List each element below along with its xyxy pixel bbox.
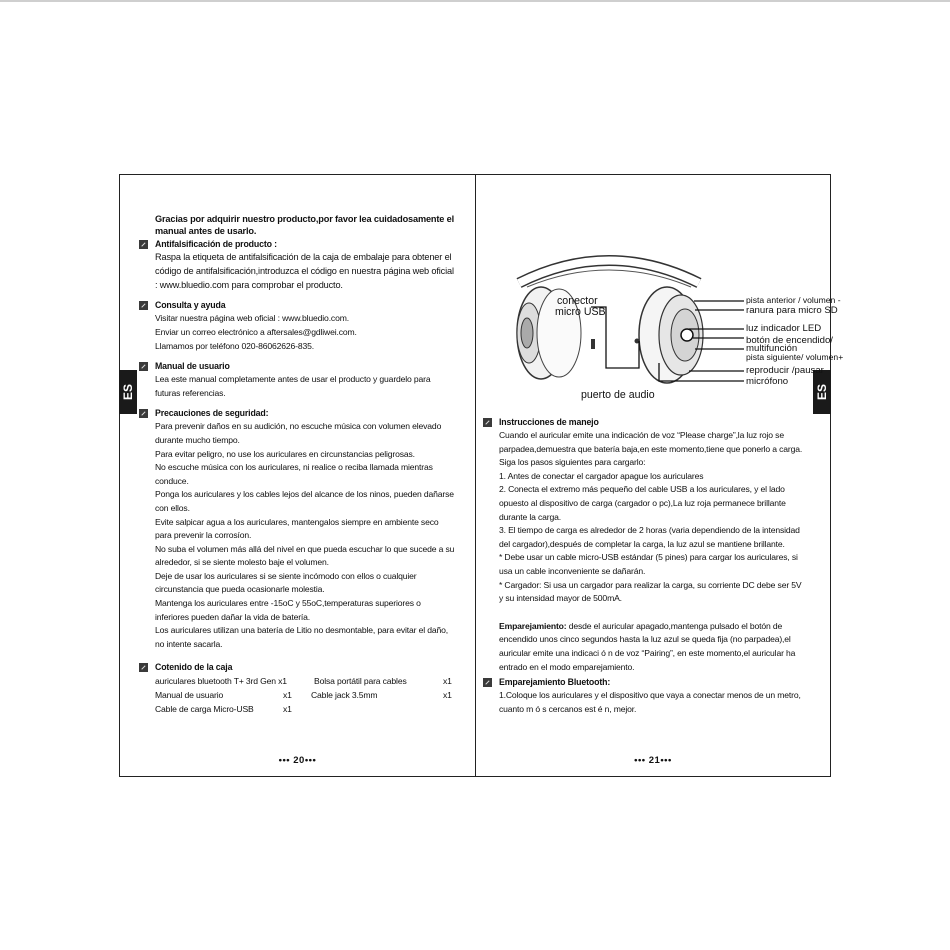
- label-sd-slot: ranura para micro SD: [746, 305, 838, 316]
- paragraph: Para evitar peligro, no use los auriculares en circunstancias peligrosas.: [155, 448, 415, 459]
- pairing-paragraph: [499, 620, 804, 674]
- label-prev-track: pista anterior / volumen -: [746, 295, 841, 305]
- contents-qty: x1: [283, 690, 292, 701]
- paragraph: Llamamos por teléfono 020-86062626-835.: [155, 340, 314, 351]
- paragraph: 2. Conecta el extremo más pequeño del cable USB a los auriculares, y el lado opuesto al dispositivo de carga (cargador o pc),La luz roja permanece brillante durante la carga.: [499, 484, 786, 522]
- section-bullet-icon: [483, 418, 492, 427]
- contents-item: Cable jack 3.5mm: [311, 690, 378, 701]
- section-heading: Instrucciones de manejo: [499, 417, 599, 427]
- section-bullet-icon: [139, 362, 148, 371]
- label-micro-usb: micro USB: [555, 306, 606, 318]
- right-page-content: [499, 416, 804, 716]
- page-number-right: ••• 21•••: [634, 755, 672, 766]
- contents-qty: x1: [443, 676, 452, 687]
- left-page: [120, 175, 476, 776]
- label-connector: conector: [557, 295, 598, 307]
- language-tab-right: ES: [813, 370, 831, 414]
- pairing-label: Emparejamiento:: [499, 620, 567, 631]
- paragraph: Mantenga los auriculares entre -15oC y 55oC,temperaturas superiores o inferiores pueden dañar la vida de batería.: [155, 598, 421, 622]
- language-tab-left: ES: [119, 370, 137, 414]
- headphone-diagram: [499, 243, 844, 403]
- pairing-text: desde el auricular apagado,mantenga pulsado el botón de encendido unos cinco segundos hasta la luz azul se queda fija (no parpadea),el auricular emite una indicaci ó n de voz “Pairing”, en este momento,el auricular ha entrado en el modo emparejamiento.: [499, 620, 796, 672]
- section-bluetooth-pairing: [499, 676, 804, 716]
- contents-item: auriculares bluetooth T+ 3rd Gen x1: [155, 676, 287, 687]
- intro-text: Gracias por adquirir nuestro producto,por favor lea cuidadosamente el manual antes de usarlo.: [155, 214, 455, 236]
- paragraph: Visitar nuestra página web oficial : www.bluedio.com.: [155, 313, 349, 324]
- section-user-manual: [155, 360, 455, 400]
- section-heading: Emparejamiento Bluetooth:: [499, 677, 611, 688]
- paragraph: * Debe usar un cable micro-USB estándar (5 pines) para cargar los auriculares, si usa un cable inconveniente se dañarán.: [499, 552, 798, 576]
- section-anti-counterfeit: [155, 238, 455, 292]
- contents-row: [155, 689, 455, 703]
- paragraph: 3. El tiempo de carga es alrededor de 2 horas (varia dependiendo de la intensidad del cargador),después de completar la carga, la luz azul se mantiene brillante.: [499, 525, 800, 549]
- contents-qty: x1: [283, 703, 292, 714]
- paragraph: Los auriculares utilizan una batería de Litio no desmontable, para evitar el daño, no intente sacarla.: [155, 625, 448, 649]
- section-support: [155, 299, 455, 353]
- section-bullet-icon: [139, 663, 148, 672]
- label-led: luz indicador LED: [746, 323, 822, 334]
- top-border-line: [0, 0, 950, 2]
- contents-item: Bolsa portátil para cables: [314, 676, 407, 687]
- paragraph: No escuche música con los auriculares, ni realice o reciba llamada mientras conduce.: [155, 462, 433, 486]
- section-instructions: [499, 416, 804, 674]
- section-heading: Precauciones de seguridad:: [155, 408, 269, 419]
- paragraph: Raspa la etiqueta de antifalsificación de la caja de embalaje para obtener el código de antifalsificación,introduzca el código en nuestra página web oficial : www.bluedio.com para comprobar el producto.: [155, 252, 454, 290]
- left-page-content: [155, 213, 455, 716]
- label-power: botón de encendido/: [746, 335, 833, 346]
- section-heading: Consulta y ayuda: [155, 300, 226, 311]
- paragraph: Evite salpicar agua a los auriculares, mantengalos siempre en ambiente seco para prevenir la corrosíon.: [155, 516, 439, 541]
- section-safety: [155, 407, 455, 651]
- page-number-left: ••• 20•••: [278, 755, 317, 766]
- label-multifunction: multifunción: [746, 343, 798, 354]
- section-heading: Antifalsificación de producto :: [155, 239, 277, 249]
- paragraph: No suba el volumen más allá del nivel en que pueda escuchar lo que sucede a su alrededor, si se siente molesto baje el volumen.: [155, 543, 455, 568]
- section-box-contents: [155, 661, 455, 716]
- label-microphone: micrófono: [746, 376, 789, 387]
- paragraph: Siga los pasos siguientes para cargarlo:: [499, 457, 646, 468]
- section-heading: Manual de usuario: [155, 361, 230, 372]
- right-page: [476, 175, 844, 776]
- label-next-track: pista siguiente/ volumen+: [746, 352, 844, 362]
- section-bullet-icon: [483, 678, 492, 687]
- contents-qty: x1: [443, 690, 452, 701]
- label-audio-port: puerto de audio: [581, 389, 655, 401]
- contents-item: Manual de usuario: [155, 690, 224, 701]
- label-play-pause: reproducir /pausar: [746, 365, 824, 376]
- section-bullet-icon: [139, 240, 148, 249]
- section-heading: Cotenido de la caja: [155, 662, 233, 673]
- contents-table: [155, 675, 455, 716]
- paragraph: Cuando el auricular emite una indicación de voz “Please charge”,la luz rojo se parpadea,demuestra que batería baja,en este momento,tiene que ponerlo a carga.: [499, 430, 803, 454]
- section-bullet-icon: [139, 301, 148, 310]
- paragraph: Lea este manual completamente antes de usar el producto y guardelo para futuras referencias.: [155, 374, 431, 398]
- paragraph: Deje de usar los auriculares si se siente incómodo con ellos o cualquier circunstancia que pueda ocasionarle molestia.: [155, 570, 417, 595]
- paragraph: 1. Antes de conectar el cargador apague los auriculares: [499, 470, 704, 481]
- paragraph: Enviar un correo electrónico a aftersales@gdliwei.com.: [155, 326, 357, 337]
- contents-row: [155, 675, 455, 689]
- paragraph: Para prevenir daños en su audición, no escuche música con volumen elevado durante mucho tiempo.: [155, 421, 442, 445]
- section-bullet-icon: [139, 409, 148, 418]
- manual-spread: [119, 174, 844, 777]
- paragraph: * Cargador: Si usa un cargador para realizar la carga, su corriente DC debe ser 5V y su intensidad mayor de 500mA.: [499, 579, 802, 604]
- paragraph: 1.Coloque los auriculares y el dispositivo que vaya a conectar menos de un metro, cuanto m ó s cercanos est é n, mejor.: [499, 690, 801, 714]
- contents-row: [155, 703, 455, 717]
- paragraph: Ponga los auriculares y los cables lejos del alcance de los ninos, pueden dañarse con ellos.: [155, 489, 454, 513]
- contents-item: Cable de carga Micro-USB: [155, 703, 254, 714]
